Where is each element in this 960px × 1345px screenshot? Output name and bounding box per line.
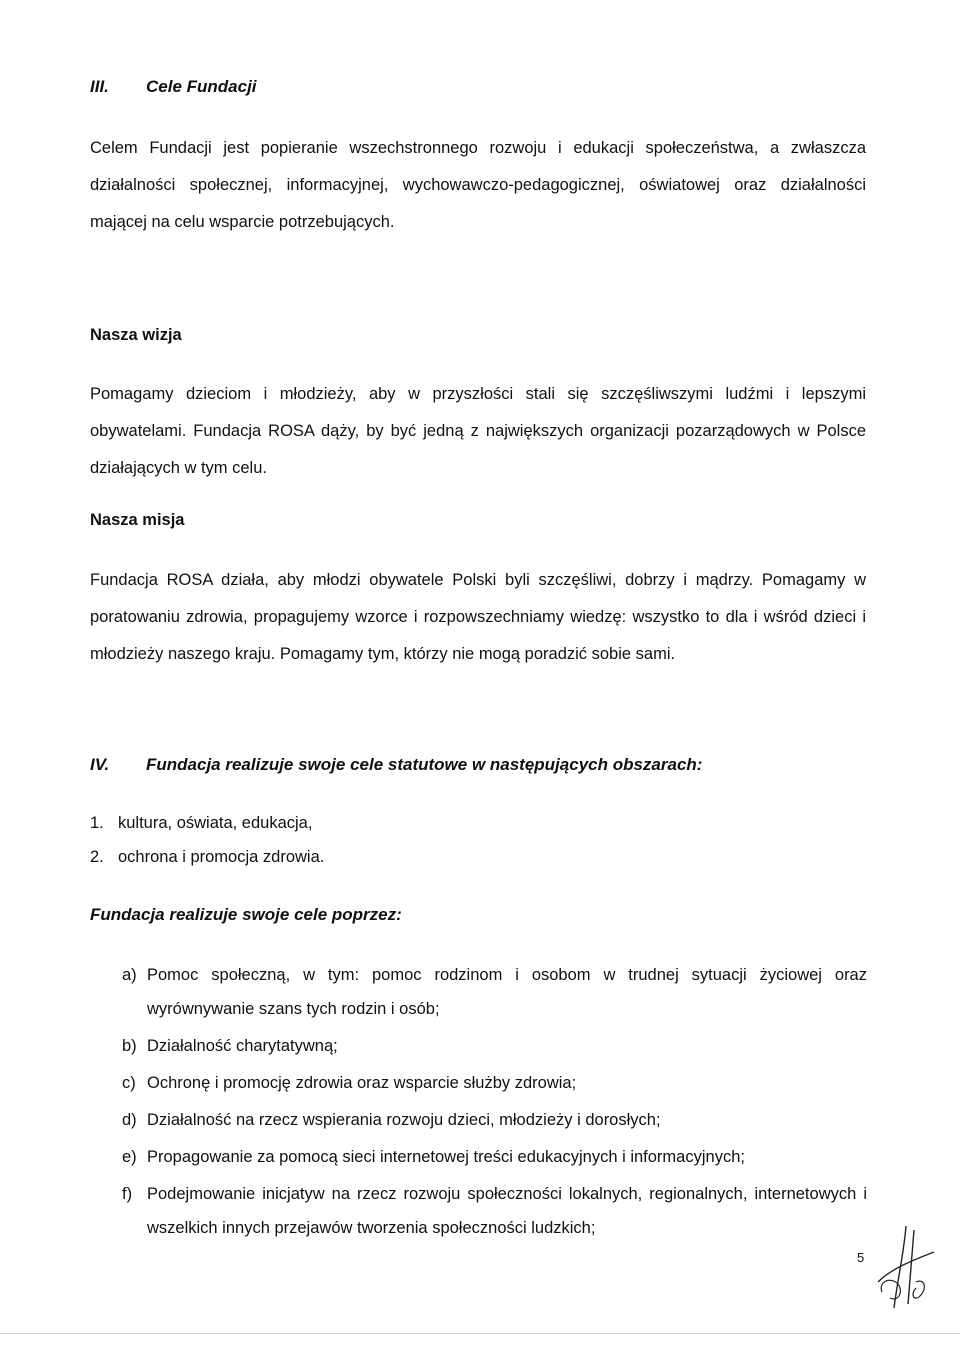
area-text: kultura, oświata, edukacja, xyxy=(118,814,313,832)
means-letter: d) xyxy=(122,1111,137,1129)
means-letter: f) xyxy=(122,1185,133,1203)
means-letter: b) xyxy=(122,1037,137,1055)
bottom-rule xyxy=(0,1333,960,1334)
section-3-paragraph: Celem Fundacji jest popieranie wszechstronnego rozwoju i edukacji społeczeństwa, a zwłaszcza działalności społecznej, informacyjnej, wychowawczo-pedagogicznej, oświatowej oraz działalności mającej na celu wsparcie potrzebujących. xyxy=(90,139,866,231)
means-letter: e) xyxy=(122,1148,137,1166)
mission-title: Nasza misja xyxy=(90,511,185,529)
area-number: 1. xyxy=(90,814,104,832)
area-item xyxy=(90,812,324,846)
mission-paragraph: Fundacja ROSA działa, aby młodzi obywatele Polski byli szczęśliwi, dobrzy i mądrzy. Pomagamy w poratowaniu zdrowia, propagujemy wzorce i rozpowszechniamy wiedzę: wszystko to dla i wśród dzieci i młodzieży naszego kraju. Pomagamy tym, którzy nie mogą poradzić sobie sami. xyxy=(90,571,866,663)
means-letter: c) xyxy=(122,1074,136,1092)
area-text: ochrona i promocja zdrowia. xyxy=(118,848,325,866)
section-4-heading xyxy=(90,754,702,776)
means-item xyxy=(122,1140,867,1174)
section-3-title: Cele Fundacji xyxy=(146,77,257,96)
signature-icon xyxy=(868,1222,940,1312)
vision-title: Nasza wizja xyxy=(90,326,182,344)
means-list xyxy=(122,958,867,1248)
area-number: 2. xyxy=(90,848,104,866)
means-title: Fundacja realizuje swoje cele poprzez: xyxy=(90,905,402,924)
areas-list xyxy=(90,812,324,880)
means-text: Pomoc społeczną, w tym: pomoc rodzinom i osobom w trudnej sytuacji życiowej oraz wyrównywanie szans tych rodzin i osób; xyxy=(147,966,867,1018)
means-text: Propagowanie za pomocą sieci internetowej treści edukacyjnych i informacyjnych; xyxy=(147,1148,745,1166)
section-4-number: IV. xyxy=(90,755,110,774)
means-item xyxy=(122,958,867,1026)
section-3-heading xyxy=(90,76,257,98)
section-4-title: Fundacja realizuje swoje cele statutowe w następujących obszarach: xyxy=(146,755,703,774)
means-text: Podejmowanie inicjatyw na rzecz rozwoju społeczności lokalnych, regionalnych, internetowych i wszelkich innych przejawów tworzenia społeczności ludzkich; xyxy=(147,1185,867,1237)
means-item xyxy=(122,1103,867,1137)
section-3-number: III. xyxy=(90,77,109,96)
means-item xyxy=(122,1029,867,1063)
vision-paragraph: Pomagamy dzieciom i młodzieży, aby w przyszłości stali się szczęśliwszymi ludźmi i lepszymi obywatelami. Fundacja ROSA dąży, by być jedną z największych organizacji pozarządowych w Polsce działających w tym celu. xyxy=(90,385,866,477)
means-letter: a) xyxy=(122,966,137,984)
means-text: Działalność charytatywną; xyxy=(147,1037,338,1055)
area-item xyxy=(90,846,324,880)
means-text: Ochronę i promocję zdrowia oraz wsparcie służby zdrowia; xyxy=(147,1074,577,1092)
page-number: 5 xyxy=(857,1250,865,1265)
means-item xyxy=(122,1066,867,1100)
means-item xyxy=(122,1177,867,1245)
means-text: Działalność na rzecz wspierania rozwoju dzieci, młodzieży i dorosłych; xyxy=(147,1111,661,1129)
